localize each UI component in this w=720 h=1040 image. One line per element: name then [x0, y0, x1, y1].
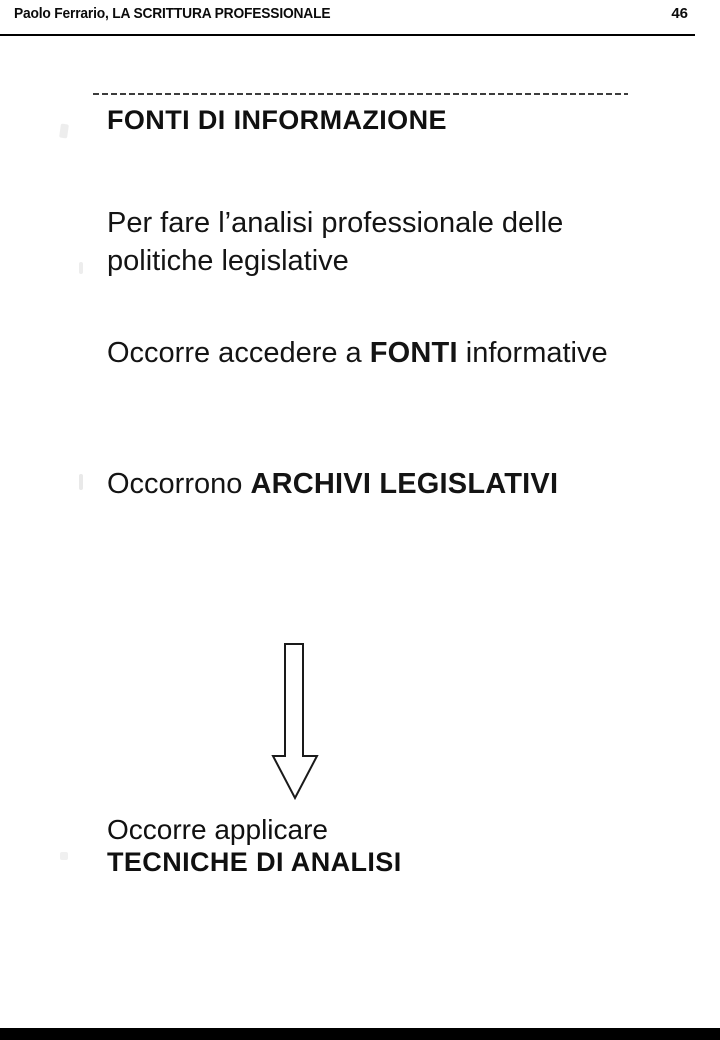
statement-archivi-pre: Occorrono: [107, 468, 251, 500]
scan-artifact: [60, 852, 68, 860]
statement-fonti-bold: FONTI: [369, 337, 458, 369]
slide-heading: FONTI DI INFORMAZIONE: [107, 105, 447, 135]
header-divider-line: [0, 34, 695, 36]
intro-line-2: politiche legislative: [107, 245, 349, 277]
scan-artifact: [79, 262, 83, 274]
statement-fonti-post: informative: [457, 337, 608, 369]
conclusion-line-1: Occorre applicare: [107, 814, 328, 845]
intro-line-1: Per fare l’analisi professionale delle: [107, 207, 564, 239]
scan-artifact: [59, 124, 69, 139]
statement-archivi: [107, 468, 558, 501]
statement-fonti: [107, 337, 608, 370]
scan-artifact: [79, 474, 83, 490]
conclusion-paragraph: [107, 813, 402, 878]
scan-edge-bar: [0, 1028, 720, 1040]
conclusion-line-2: TECNICHE DI ANALISI: [107, 847, 402, 877]
down-arrow-icon: [270, 640, 320, 802]
page-number: 46: [671, 5, 688, 22]
statement-fonti-pre: Occorre accedere a: [107, 337, 370, 369]
intro-paragraph: [107, 204, 563, 280]
statement-archivi-bold: ARCHIVI LEGISLATIVI: [250, 468, 559, 500]
document-header-title: Paolo Ferrario, LA SCRITTURA PROFESSIONALE: [14, 5, 331, 22]
dashed-divider-line: [93, 93, 628, 95]
